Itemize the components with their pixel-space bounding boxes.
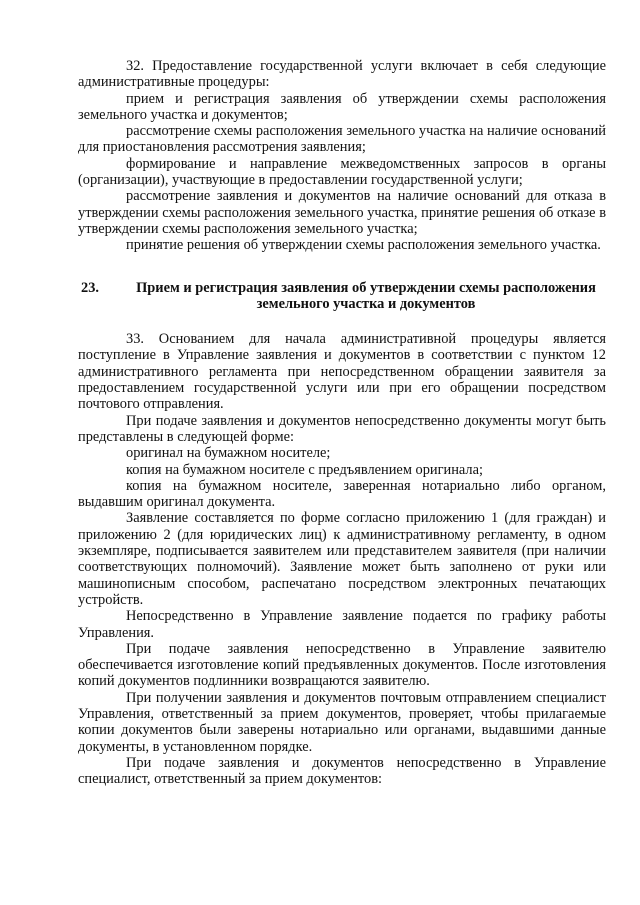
paragraph: Непосредственно в Управление заявление подается по графику работы Управления. bbox=[78, 608, 606, 641]
procedure-item: рассмотрение заявления и документов на наличие оснований для отказа в утверждении схемы расположения земельного участка, принятие решения об отказе в утверждении схемы расположения земельного участка; bbox=[78, 188, 606, 237]
document-page bbox=[78, 58, 606, 787]
paragraph: При подаче заявления непосредственно в Управление заявителю обеспечивается изготовление копий предъявленных документов. После изготовления копий документов подлинники возвращаются заявителю. bbox=[78, 640, 606, 690]
document-form-item: копия на бумажном носителе с предъявлением оригинала; bbox=[126, 461, 483, 478]
paragraph: Заявление составляется по форме согласно приложению 1 (для граждан) и приложению 2 (для юридических лиц) к административному регламенту, в одном экземпляре, подписывается заявителем или представителем заявителя (при наличии соответствующих полномочий). Заявление может быть заполнено от руки или машинописным способом, распечатано посредством электронных печатающих устройств. bbox=[78, 510, 606, 608]
section-heading-number: 23. bbox=[81, 279, 99, 296]
section-heading-title: Прием и регистрация заявления об утверждении схемы расположения земельного участка и документов bbox=[136, 279, 596, 312]
procedure-item: формирование и направление межведомственных запросов в органы (организации), участвующие в предоставлении государственной услуги; bbox=[78, 155, 606, 189]
procedure-item: прием и регистрация заявления об утверждении схемы расположения земельного участка и документов; bbox=[78, 90, 606, 123]
document-form-item: копия на бумажном носителе, заверенная нотариально либо органом, выдавшим оригинал документа. bbox=[78, 477, 606, 511]
paragraph: При подаче заявления и документов непосредственно документы могут быть представлены в следующей форме: bbox=[78, 412, 606, 445]
document-form-item: оригинал на бумажном носителе; bbox=[126, 445, 331, 462]
paragraph-33: 33. Основанием для начала административной процедуры является поступление в Управление заявления и документов в соответствии с пунктом 12 административного регламента при непосредственном обращении заявителя за предоставлением государственной услуги или при его обращении посредством почтового отправления. bbox=[78, 331, 606, 413]
section-heading-23 bbox=[78, 280, 606, 313]
procedure-item: принятие решения об утверждении схемы расположения земельного участка. bbox=[126, 237, 601, 254]
paragraph-32-intro: 32. Предоставление государственной услуги включает в себя следующие административные процедуры: bbox=[78, 58, 606, 91]
procedure-item: рассмотрение схемы расположения земельного участка на наличие оснований для приостановления рассмотрения заявления; bbox=[78, 123, 606, 156]
paragraph: При подаче заявления и документов непосредственно в Управление специалист, ответственный за прием документов: bbox=[78, 754, 606, 788]
paragraph: При получении заявления и документов почтовым отправлением специалист Управления, ответственный за прием документов, проверяет, чтобы прилагаемые копии документов были заверены нотариально или органами, выдавшими данные документы, в установленном порядке. bbox=[78, 689, 606, 755]
